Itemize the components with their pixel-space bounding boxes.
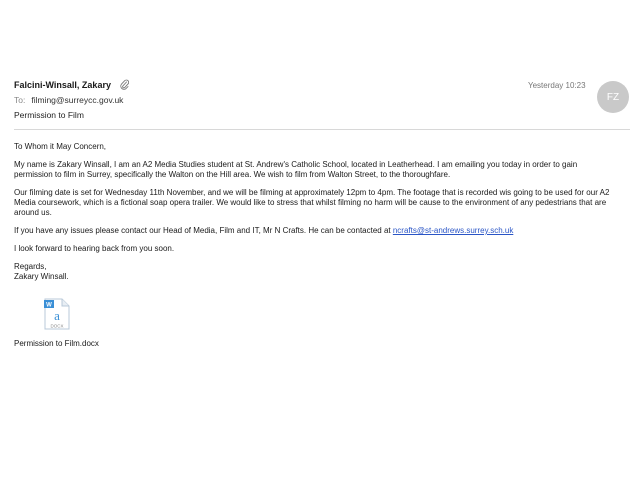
avatar-initials: FZ (606, 91, 620, 103)
sender-name[interactable]: Falcini-Winsall, Zakary (14, 80, 111, 90)
body-paragraph-4: I look forward to hearing back from you soon. (14, 244, 175, 253)
signoff: Regards, (14, 262, 47, 271)
docx-file-icon[interactable] (44, 298, 70, 330)
contact-email-link[interactable]: ncrafts@st-andrews.surrey.sch.uk (392, 226, 514, 235)
signature: Zakary Winsall. (14, 272, 69, 281)
attachment-filename[interactable]: Permission to Film.docx (14, 339, 99, 348)
to-label: To: (14, 95, 26, 105)
paperclip-icon (120, 79, 129, 90)
file-ext-label: DOCX (50, 323, 64, 329)
email-body (14, 142, 614, 282)
body-paragraph-3 (14, 226, 614, 236)
contact-text: If you have any issues please contact our Head of Media, Film and IT, Mr N Crafts. He can be contacted at (14, 226, 393, 235)
email-subject: Permission to Film (14, 110, 84, 120)
avatar[interactable] (597, 81, 629, 113)
body-paragraph-2: Our filming date is set for Wednesday 11th November, and we will be filming at approximately 12pm to 4pm. The footage that is recorded wis going to be used for our A2 Media coursework, which is a fictional soap opera trailer. We would like to stress that whilst filming no harm will be cause to the environment of any pedestrians that are around us. (14, 188, 610, 217)
file-badge: W (46, 302, 52, 309)
recipient-line (14, 95, 123, 105)
file-glyph: a (54, 308, 60, 323)
recipient-address[interactable]: filming@surreycc.gov.uk (31, 95, 124, 105)
header-divider (14, 129, 630, 130)
email-date: Yesterday 10:23 (528, 81, 586, 90)
email-header (0, 0, 638, 123)
body-paragraph-1: My name is Zakary Winsall, I am an A2 Media Studies student at St. Andrew's Catholic School, located in Leatherhead. I am emailing you today in order to gain permission to film in Surrey, specifically the Walton on the Hill area. We wish to film from Walton Street, to the thoroughfare. (14, 160, 578, 179)
greeting: To Whom it May Concern, (14, 142, 107, 151)
